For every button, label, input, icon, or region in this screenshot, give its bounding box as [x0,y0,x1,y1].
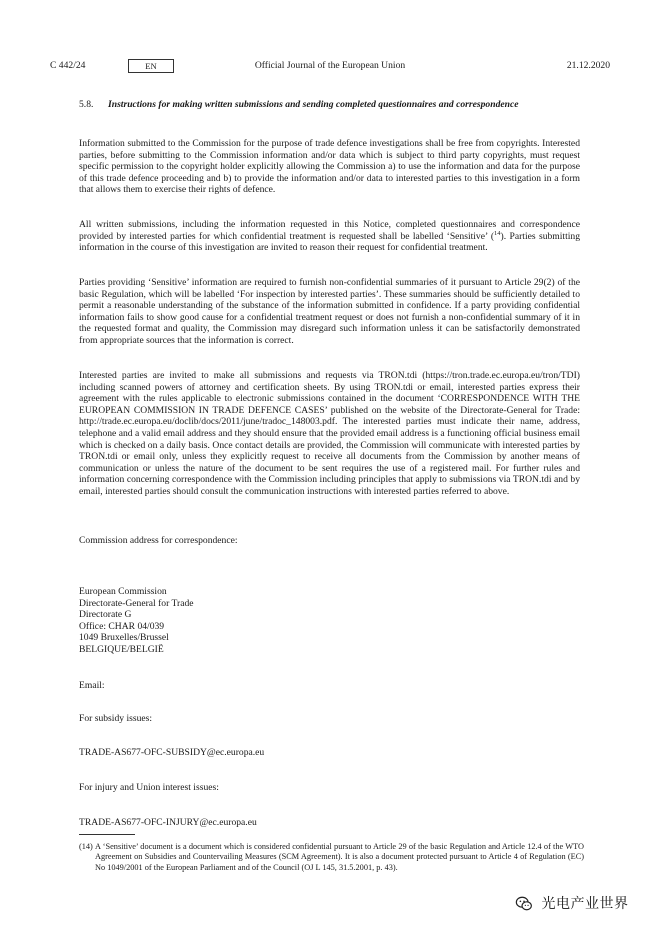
footnote-mark: (14) [79,842,93,851]
paragraph-copyright: Information submitted to the Commission for the purpose of trade defence investigations shall be free from copyrights. Interested parties, before submitting to the Commission information and/or data which is subject to third party copyrights, must request specific permission to the copyright holder explicitly allowing the Commission a) to use the information and data for the purpose of this trade defence proceeding and b) to provide the information and/or data to interested parties to this investigation in a form that allows them to exercise their rights of defence. [79,138,580,196]
address-line: Office: CHAR 04/039 [79,620,165,632]
watermark [515,893,628,915]
paragraph-submissions-tron: Interested parties are invited to make all submissions and requests via TRON.tdi (https://tron.trade.ec.europa.eu/tron/TDI) including scanned powers of attorney and certification sheets. By using TRON.tdi or email, interested parties express their agreement with the rules applicable to electronic submissions contained in the document ‘CORRESPONDENCE WITH THE EUROPEAN COMMISSION IN TRADE DEFENCE CASES’ published on the website of the Directorate-General for Trade: http://trade.ec.europa.eu/doclib/docs/2011/june/tradoc_148003.pdf. The interested parties must indicate their name, address, telephone and a valid email address and they should ensure that the provided email address is a functioning official business email which is checked on a daily basis. Once contact details are provided, the Commission will communicate with interested parties by TRON.tdi or email only, unless they explicitly request to receive all documents from the Commission by another means of communication or unless the nature of the document to be sent requires the use of a registered mail. For further rules and information concerning correspondence with the Commission including principles that apply to submissions via TRON.tdi and by email, interested parties should consult the communication instructions with interested parties referred to above. [79,370,580,497]
page-header [50,58,610,74]
paragraph-non-confidential-summaries: Parties providing ‘Sensitive’ information are required to furnish non-confidential summaries of it pursuant to Article 29(2) of the basic Regulation, which will be labelled ‘For inspection by interested parties’. These summaries should be sufficiently detailed to permit a reasonable understanding of the substance of the information submitted in confidence. If a party providing confidential information fails to show good cause for a confidential treatment request or does not furnish a non-confidential summary of it in the requested format and quality, the Commission may disregard such information unless it can be satisfactorily demonstrated from appropriate sources that the information is correct. [79,277,580,346]
section-number: 5.8. [79,99,94,110]
address-line: European Commission [79,586,167,597]
address-line: 1049 Bruxelles/Brussel [79,632,169,644]
injury-email-link[interactable]: TRADE-AS677-OFC-INJURY@ec.europa.eu [79,817,257,828]
watermark-text: 光电产业世界 [541,896,629,912]
journal-title: Official Journal of the European Union [254,60,406,71]
journal-issue-code: C 442/24 [50,60,86,71]
footnote-reference[interactable]: 14 [494,229,501,237]
address-line: Directorate G [79,609,132,621]
publication-date: 21.12.2020 [566,60,610,71]
email-label: Email: [79,680,105,691]
address-line: Directorate-General for Trade [79,597,194,609]
paragraph-sensitive-text-1: All written submissions, including the information requested in this Notice, completed questionnaires and correspondence provided by interested parties for which confidential treatment is requested shall be labelled ‘Sensitive’ ( [79,219,580,242]
address-intro: Commission address for correspondence: [79,535,238,546]
paragraph-sensitive-text-2: ). Parties submitting information in the course of this investigation are invited to reason their request for confidential treatment. [79,230,581,254]
injury-issues-label: For injury and Union interest issues: [79,782,219,793]
address-line: BELGIQUE/BELGIË [79,643,164,655]
paragraph-sensitive-label [79,219,580,254]
commission-address [79,586,194,656]
footnote-14 [79,842,584,873]
footnote-divider [79,834,135,835]
footnote-text: A ‘Sensitive’ document is a document which is considered confidential pursuant to Article 29 of the basic Regulation and Article 12.4 of the WTO Agreement on Subsidies and Countervailing Measures (SCM Agreement). It is also a document protected pursuant to Article 4 of Regulation (EC) No 1049/2001 of the European Parliament and of the Council (OJ L 145, 31.5.2001, p. 43). [95,842,584,872]
wechat-logo-icon [515,895,533,913]
subsidy-email-link[interactable]: TRADE-AS677-OFC-SUBSIDY@ec.europa.eu [79,747,265,758]
subsidy-issues-label: For subsidy issues: [79,713,153,724]
language-badge: EN [128,59,174,73]
section-title: Instructions for making written submissions and sending completed questionnaires and correspondence [108,99,519,110]
